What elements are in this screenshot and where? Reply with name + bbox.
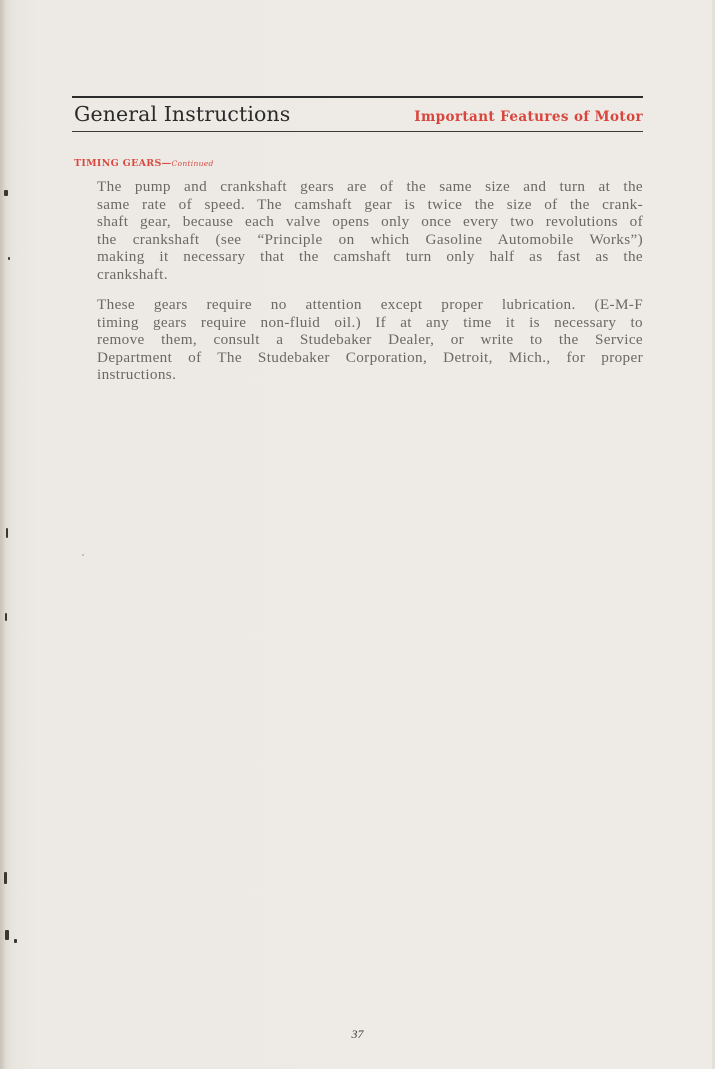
paragraph-line: These gears require no attention except proper lubrication. (E-M-F: [97, 296, 643, 313]
ink-mark: [82, 554, 84, 556]
ink-mark: [5, 930, 9, 940]
section-heading: [74, 158, 214, 169]
section-heading-label: TIMING GEARS—: [74, 158, 172, 169]
paragraph-line: timing gears require non-fluid oil.) If at any time it is necessary to: [97, 313, 643, 331]
page-header: [74, 102, 643, 130]
paragraph-line: same rate of speed. The camshaft gear is twice the size of the crank-: [97, 195, 643, 213]
paragraph-line: making it necessary that the camshaft turn only half as fast as the: [97, 248, 643, 265]
ink-mark: [5, 613, 7, 621]
header-rule-bottom: [72, 131, 643, 132]
paragraph-line: remove them, consult a Studebaker Dealer, or write to the Service: [97, 331, 643, 348]
header-subtitle: Important Features of Motor: [414, 109, 643, 125]
paragraph-line: shaft gear, because each valve opens only once every two revolutions of: [97, 213, 643, 230]
paragraph-line: The pump and crankshaft gears are of the same size and turn at the: [97, 178, 643, 195]
section-heading-continued: Continued: [171, 159, 214, 168]
paragraph-line: crankshaft.: [97, 265, 168, 283]
header-title: General Instructions: [74, 102, 291, 126]
paragraph-line: instructions.: [97, 366, 177, 383]
paragraph-1: [97, 178, 643, 283]
ink-mark: [4, 872, 7, 884]
page-number: 37: [351, 1027, 364, 1041]
ink-mark: [14, 939, 17, 943]
paragraph-line: Department of The Studebaker Corporation, Detroit, Mich., for proper: [97, 348, 643, 366]
paragraph-2: [97, 296, 643, 384]
ink-mark: [6, 528, 8, 538]
ink-mark: [4, 190, 8, 196]
header-rule-top: [72, 96, 643, 98]
ink-mark: [8, 257, 10, 260]
paragraph-line: the crankshaft (see “Principle on which Gasoline Automobile Works”): [97, 230, 643, 248]
